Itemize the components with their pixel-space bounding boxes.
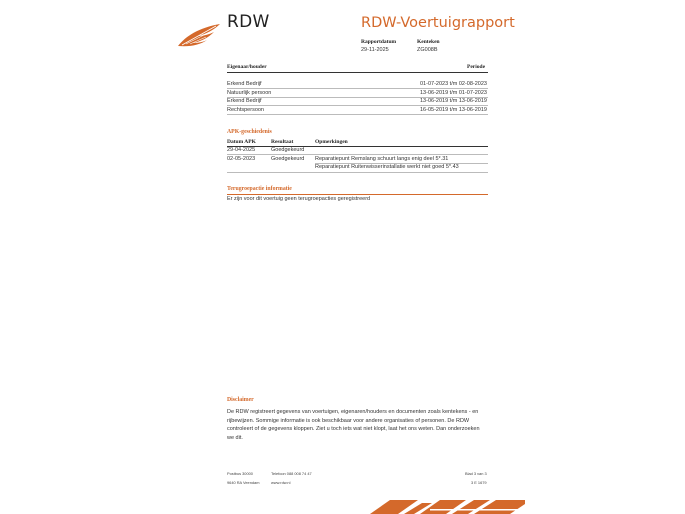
footer-website[interactable]: www.rdw.nl (271, 480, 291, 485)
owner-row-period: 01-07-2023 t/m 02-08-2023 (420, 81, 487, 87)
apk-row-date: 02-05-2023 (227, 155, 256, 162)
apk-header-rule (227, 146, 488, 147)
meta-value-report-date: 29-11-2025 (361, 47, 389, 53)
owner-row-type: Erkend Bedrijf (227, 98, 262, 104)
apk-section-title: APK-geschiedenis (227, 129, 272, 135)
disclaimer-text (227, 408, 482, 442)
apk-col-remarks: Opmerkingen (315, 138, 348, 145)
meta-value-license-plate: ZG008B (417, 47, 438, 53)
owner-row-type: Natuurlijk persoon (227, 89, 272, 96)
owner-row-divider (227, 114, 488, 115)
recall-title-rule (227, 194, 488, 195)
footer-stripes-icon (370, 500, 525, 514)
disclaimer-line: rijbewijzen. Sommige informatie is ook beschikbaar voor andere organisaties of personen. De RDW (227, 417, 470, 424)
owner-row-period: 13-06-2019 t/m 01-07-2023 (420, 89, 487, 96)
owner-row-period: 13-06-2019 t/m 13-06-2019 (420, 98, 487, 104)
disclaimer-line: controleert of de gegevens kloppen. Ziet u toch iets wat niet klopt, laat het ons weten. Dan onderzoeken (227, 426, 480, 433)
meta-label-report-date: Rapportdatum (361, 39, 397, 45)
recall-section-title: Terugroepactie informatie (227, 186, 292, 192)
footer-code: 3 E 1679 (471, 480, 487, 485)
owner-row-type: Erkend Bedrijf (227, 81, 262, 87)
owners-header-period: Periode (467, 64, 486, 70)
footer-postbus: Postbus 30000 (227, 471, 253, 476)
owners-header-rule (227, 72, 488, 73)
apk-row-divider (227, 172, 488, 173)
footer-page-number: Blad 3 van 3 (465, 471, 487, 476)
disclaimer-line: De RDW registreert gegevens van voertuigen, eigenaren/houders en documenten zoals kentekens - en (227, 409, 479, 415)
footer-city: 9640 RA Veendam (227, 480, 260, 485)
apk-row-remark: Reparatiepunt Ruitenwisserinstallatie werkt niet goed 5*.43 (315, 164, 459, 170)
apk-row-date: 29-04-2025 (227, 147, 256, 153)
report-title: RDW-Voertuigrapport (361, 15, 515, 31)
disclaimer-title: Disclaimer (227, 397, 254, 403)
meta-label-license-plate: Kenteken (417, 39, 440, 45)
apk-row-result: Goedgekeurd (271, 155, 305, 162)
rdw-logo-icon (176, 22, 222, 48)
apk-row-result: Goedgekeurd (271, 147, 305, 153)
owner-row-type: Rechtspersoon (227, 106, 264, 113)
apk-col-result: Resultaat (271, 138, 294, 145)
recall-text: Er zijn voor dit voertuig geen terugroepacties geregistreerd (227, 195, 371, 202)
owners-header-type: Eigenaar/houder (227, 64, 267, 70)
owner-row-period: 16-05-2019 t/m 13-06-2019 (420, 106, 487, 113)
footer-phone: Telefoon 088 008 74 47 (271, 471, 312, 476)
brand-name: RDW (227, 12, 270, 32)
apk-col-date: Datum APK (227, 138, 256, 145)
disclaimer-line: we dit. (227, 434, 243, 441)
apk-row-remark: Reparatiepunt Remslang schuurt langs enig deel 5*.31 (315, 155, 449, 162)
